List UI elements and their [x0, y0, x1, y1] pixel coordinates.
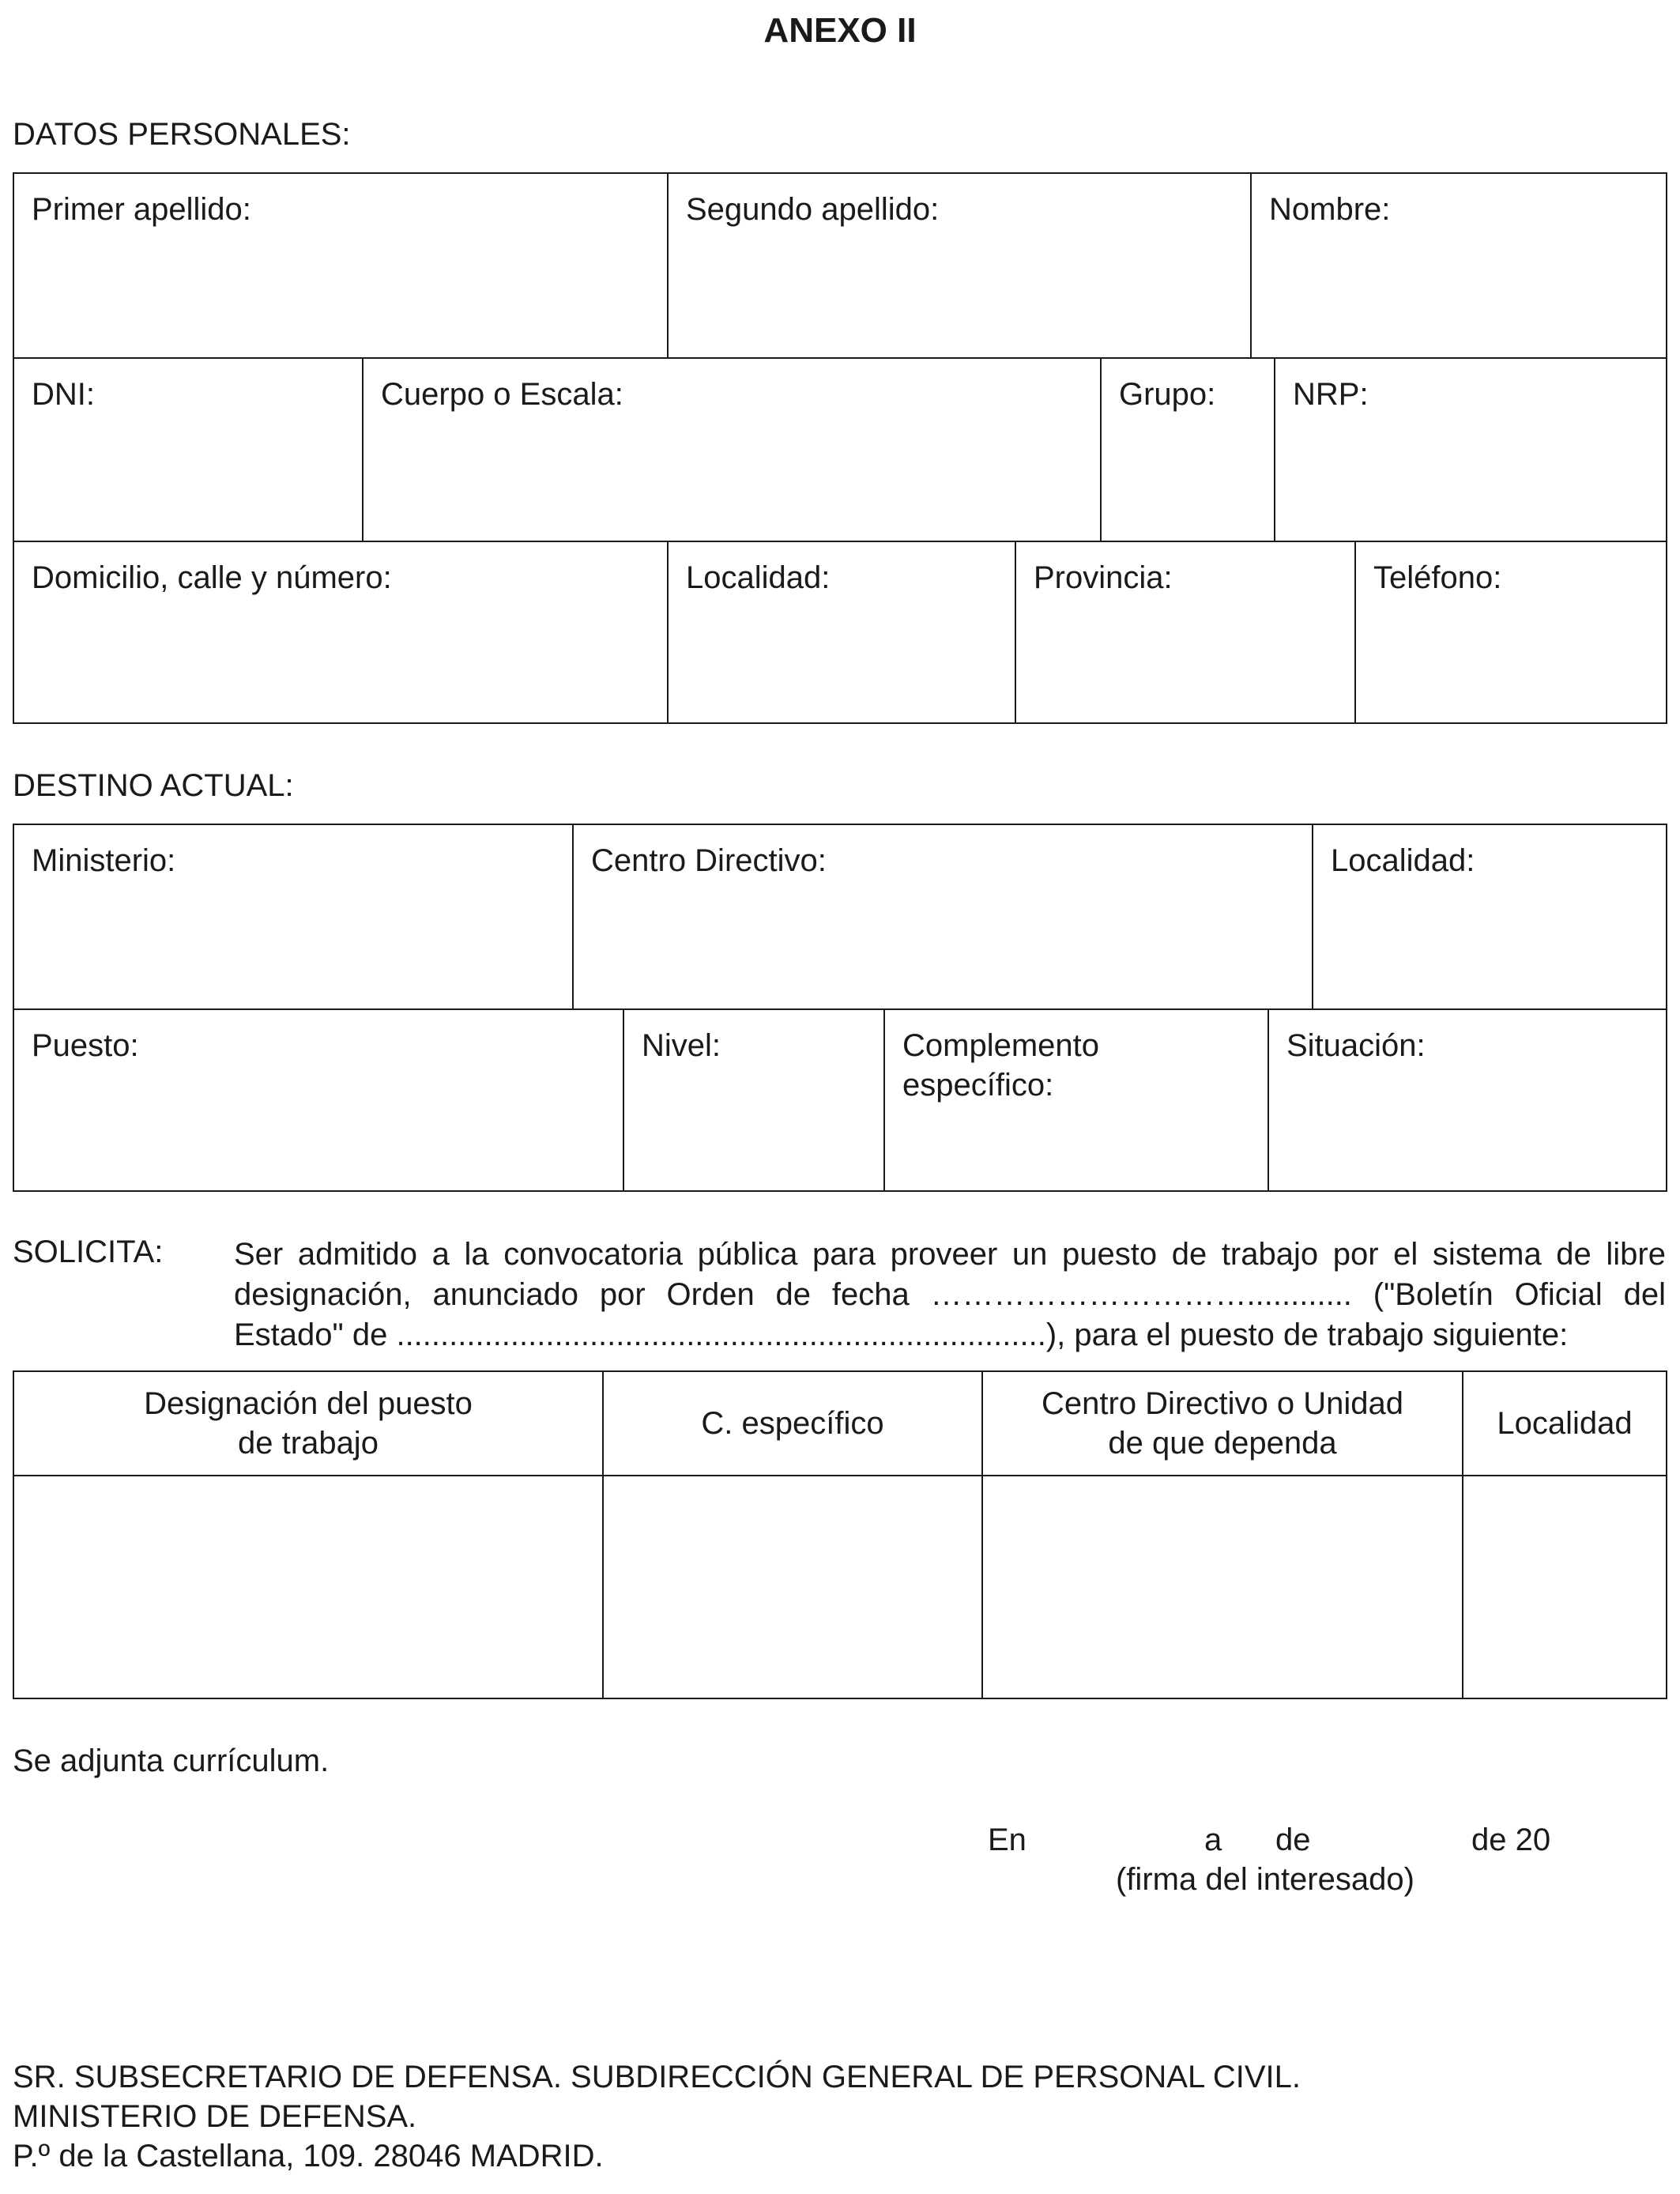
table-header-row: [14, 1372, 1666, 1475]
solicita-line: designación, anunciado por Orden de fecha …………………………............ ("Boletín Oficial del: [234, 1277, 1666, 1312]
field-label: Teléfono:: [1373, 560, 1502, 595]
datos-row-3: [14, 541, 1666, 722]
field-puesto[interactable]: [14, 1010, 623, 1190]
destino-row-1: [14, 825, 1666, 1008]
field-telefono[interactable]: [1354, 542, 1666, 722]
firma-label: (firma del interesado): [1116, 1862, 1414, 1897]
field-label: Domicilio, calle y número:: [32, 560, 392, 595]
field-label: Complemento específico:: [902, 1028, 1100, 1103]
field-label: Puesto:: [32, 1028, 139, 1063]
solicita-text: [234, 1235, 1666, 1355]
solicita-label: SOLICITA:: [13, 1235, 164, 1269]
datos-row-1: [14, 174, 1666, 357]
field-label: DNI:: [32, 377, 95, 412]
field-nivel[interactable]: [623, 1010, 883, 1190]
column-header-designacion: Designación del puesto de trabajo: [144, 1386, 473, 1461]
section-heading-destino-actual: DESTINO ACTUAL:: [13, 768, 294, 803]
input-centro-directivo[interactable]: [981, 1476, 1462, 1698]
field-label: Grupo:: [1119, 377, 1216, 412]
field-segundo-apellido[interactable]: [667, 174, 1250, 357]
input-localidad[interactable]: [1462, 1476, 1666, 1698]
section-heading-datos-personales: DATOS PERSONALES:: [13, 117, 351, 152]
field-label: Localidad:: [1331, 843, 1475, 878]
field-nrp[interactable]: [1274, 359, 1666, 541]
adjunta-curriculum: Se adjunta currículum.: [13, 1744, 330, 1778]
destino-actual-grid: [13, 824, 1667, 1192]
puesto-solicitado-table: [13, 1370, 1667, 1699]
column-header-c-especifico: C. específico: [602, 1372, 981, 1475]
destinatario-line-2: MINISTERIO DE DEFENSA.: [13, 2099, 417, 2134]
firma-de-20: de 20: [1471, 1823, 1551, 1857]
field-label: Nivel:: [642, 1028, 721, 1063]
field-provincia[interactable]: [1015, 542, 1354, 722]
field-situacion[interactable]: [1268, 1010, 1666, 1190]
field-dni[interactable]: [14, 359, 362, 541]
field-ministerio[interactable]: [14, 825, 572, 1008]
field-label: Ministerio:: [32, 843, 176, 878]
field-cuerpo-escala[interactable]: [362, 359, 1100, 541]
solicita-line: Ser admitido a la convocatoria pública para proveer un puesto de trabajo por el sistema de libre: [234, 1237, 1666, 1272]
field-label: Localidad:: [686, 560, 831, 595]
field-primer-apellido[interactable]: [14, 174, 667, 357]
page-title: ANEXO II: [763, 11, 917, 50]
destino-row-2: [14, 1008, 1666, 1190]
field-label: NRP:: [1293, 377, 1369, 412]
firma-a: a: [1204, 1823, 1222, 1857]
field-label: Primer apellido:: [32, 192, 251, 227]
field-domicilio[interactable]: [14, 542, 667, 722]
field-centro-directivo[interactable]: [572, 825, 1312, 1008]
field-label: Cuerpo o Escala:: [381, 377, 623, 412]
destinatario-line-1: SR. SUBSECRETARIO DE DEFENSA. SUBDIRECCIÓN GENERAL DE PERSONAL CIVIL.: [13, 2060, 1301, 2094]
datos-row-2: [14, 357, 1666, 541]
destinatario-line-3: P.º de la Castellana, 109. 28046 MADRID.: [13, 2139, 604, 2173]
field-grupo[interactable]: [1100, 359, 1274, 541]
field-localidad-destino[interactable]: [1312, 825, 1666, 1008]
field-label: Centro Directivo:: [591, 843, 827, 878]
field-label: Provincia:: [1034, 560, 1173, 595]
solicita-line: Estado" de ..........................................................................), para el puesto de trabajo siguiente:: [234, 1318, 1569, 1352]
field-complemento-especifico[interactable]: [883, 1010, 1268, 1190]
field-localidad[interactable]: [667, 542, 1015, 722]
field-label: Situación:: [1286, 1028, 1426, 1063]
datos-personales-grid: [13, 172, 1667, 724]
firma-en: En: [988, 1823, 1026, 1857]
field-nombre[interactable]: [1250, 174, 1666, 357]
table-row: [14, 1475, 1666, 1698]
firma-de: de: [1275, 1823, 1311, 1857]
input-designacion[interactable]: [14, 1476, 602, 1698]
column-header-centro-directivo: Centro Directivo o Unidad de que dependa: [981, 1372, 1462, 1475]
column-header-localidad: Localidad: [1462, 1372, 1666, 1475]
input-c-especifico[interactable]: [602, 1476, 981, 1698]
field-label: Segundo apellido:: [686, 192, 940, 227]
field-label: Nombre:: [1269, 192, 1391, 227]
